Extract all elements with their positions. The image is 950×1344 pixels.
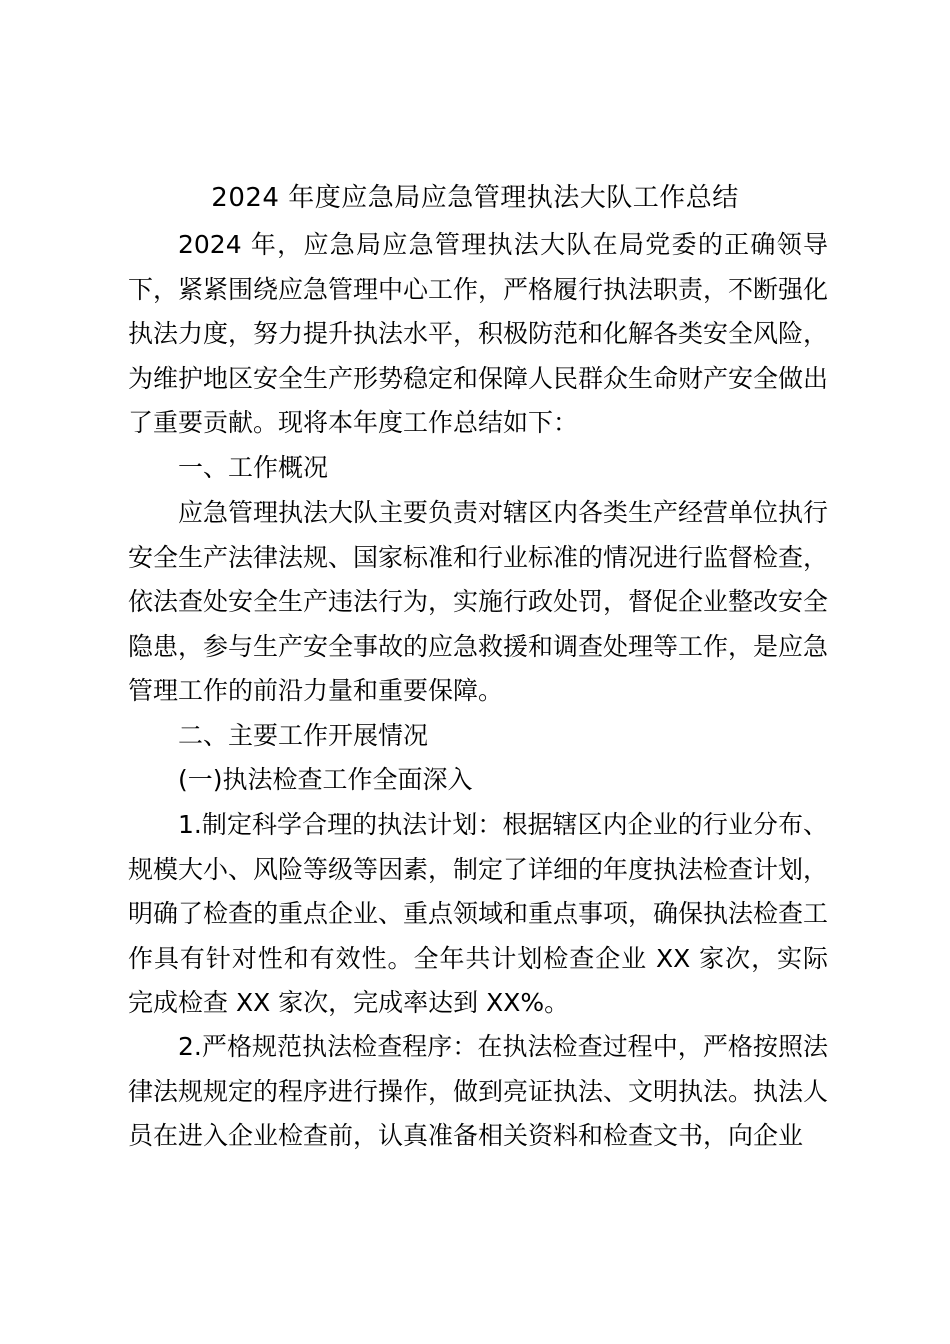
document-title: 2024 年度应急局应急管理执法大队工作总结	[211, 183, 739, 213]
section-heading-main-work: 二、主要工作开展情况	[178, 721, 429, 750]
item-paragraph-procedure: 2.严格规范执法检查程序：在执法检查过程中，严格按照法律法规规定的程序进行操作，做到亮证执法、文明执法。执法人员在进入企业检查前，认真准备相关资料和检查文书，向企业	[128, 1032, 829, 1150]
subsection-heading-inspection: (一)执法检查工作全面深入	[178, 765, 473, 794]
item-paragraph-plan: 1.制定科学合理的执法计划：根据辖区内企业的行业分布、规模大小、风险等级等因素，制定了详细的年度执法检查计划，明确了检查的重点企业、重点领域和重点事项，确保执法检查工作具有针对性和有效性。全年共计划检查企业 XX 家次，实际完成检查 XX 家次，完成率达到 XX%。	[128, 810, 829, 1017]
section-heading-overview: 一、工作概况	[178, 453, 329, 482]
overview-paragraph: 应急管理执法大队主要负责对辖区内各类生产经营单位执行安全生产法律法规、国家标准和行业标准的情况进行监督检查，依法查处安全生产违法行为，实施行政处罚，督促企业整改安全隐患，参与生产安全事故的应急救援和调查处理等工作，是应急管理工作的前沿力量和重要保障。	[128, 498, 829, 705]
intro-paragraph: 2024 年，应急局应急管理执法大队在局党委的正确领导下，紧紧围绕应急管理中心工作，严格履行执法职责，不断强化执法力度，努力提升执法水平，积极防范和化解各类安全风险，为维护地区安全生产形势稳定和保障人民群众生命财产安全做出了重要贡献。现将本年度工作总结如下：	[128, 230, 829, 437]
